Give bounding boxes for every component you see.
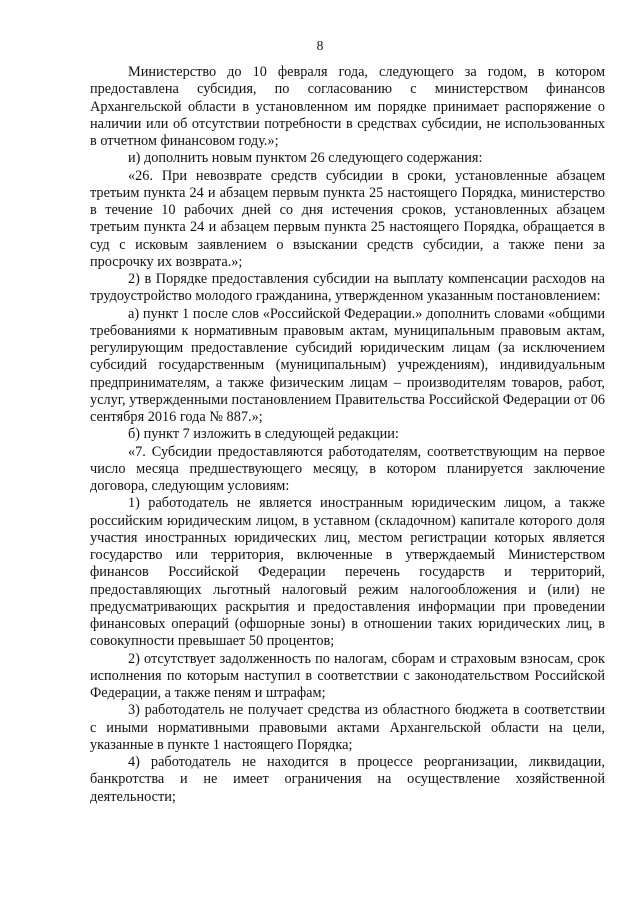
paragraph-item-i: и) дополнить новым пунктом 26 следующего содержания: [128, 150, 483, 167]
paragraph-condition-1: 1) работодатель не является иностранным юридическим лицом, а также российским юридическим лицом, в уставном (складочном) капитале которого доля участия иностранных юридических лиц, местом регистрации которых является государство или территория, включенные в утверждаемый Министерством финансов Российской Федерации перечень государств и территорий, предоставляющих льготный налоговый режим налогообложения и (или) не предусматривающих раскрытия и предоставления информации при проведении финансовых операций (офшорные зоны) в отношении таких юридических лиц, в совокупности превышает 50 процентов; [90, 495, 605, 650]
paragraph-subitem-a: а) пункт 1 после слов «Российской Федерации.» дополнить словами «общими требованиями к нормативным правовым актам, муниципальным правовым актам, регулирующим предоставление субсидий юридическим лицам (за исключением субсидий государственным (муниципальным) учреждениям), индивидуальным предпринимателям, а также физическим лицам – производителям товаров, работ, услуг, утвержденными постановлением Правительства Российской Федерации от 06 сентября 2016 года № 887.»; [90, 305, 605, 425]
paragraph-condition-4: 4) работодатель не находится в процессе реорганизации, ликвидации, банкротства и не имеет ограничения на осуществление хозяйственной деятельности; [90, 754, 605, 805]
paragraph-point-26: «26. При невозврате средств субсидии в сроки, установленные абзацем третьим пункта 24 и абзацем первым пункта 25 настоящего Порядка, министерство в течение 10 рабочих дней со дня истечения сроков, установленных абзацем третьим пункта 24 и абзацем первым пункта 25 настоящего Порядка, обращается в суд с исковым заявлением о взыскании средств субсидии, а также пени за просрочку их возврата.»; [90, 167, 605, 270]
paragraph-subitem-b: б) пункт 7 изложить в следующей редакции: [128, 426, 399, 443]
page-number: 8 [316, 38, 324, 53]
paragraph-condition-3: 3) работодатель не получает средства из областного бюджета в соответствии с иными нормативными правовыми актами Архангельской области на цели, указанные в пункте 1 настоящего Порядка; [90, 702, 605, 753]
document-body [90, 64, 605, 806]
paragraph-condition-2: 2) отсутствует задолженность по налогам, сборам и страховым взносам, срок исполнения по которым наступил в соответствии с законодательством Российской Федерации, а также пеням и штрафам; [90, 650, 605, 701]
paragraph-ministry-decision: Министерство до 10 февраля года, следующего за годом, в котором предоставлена субсидия, по согласованию с министерством финансов Архангельской области в установленном им порядке принимает распоряжение о наличии или об отсутствии потребности в средствах субсидии, не использованных в отчетном финансовом году.»; [90, 64, 605, 149]
paragraph-item-2: 2) в Порядке предоставления субсидии на выплату компенсации расходов на трудоустройство молодого гражданина, утвержденном указанным постановлением: [90, 271, 605, 305]
paragraph-point-7: «7. Субсидии предоставляются работодателям, соответствующим на первое число месяца предшествующего месяцу, в котором планируется заключение договора, следующим условиям: [90, 443, 605, 494]
